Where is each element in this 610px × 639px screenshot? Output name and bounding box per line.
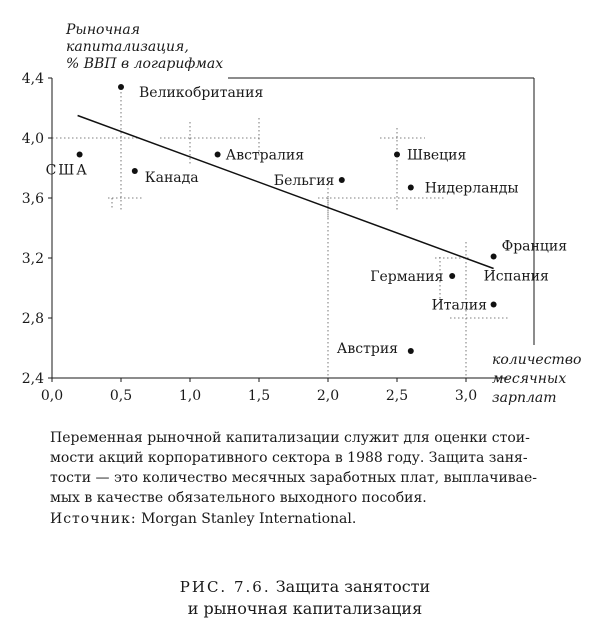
data-point <box>215 152 221 158</box>
point-label: Австрия <box>336 341 399 357</box>
caption-line: мых в качестве обязательного выходного пособия. <box>50 490 427 506</box>
x-tick-label: 2,5 <box>385 388 409 404</box>
y-tick-label: 4,0 <box>21 131 44 147</box>
point-label: Австралия <box>225 147 305 164</box>
data-point <box>77 152 83 158</box>
data-point <box>491 254 497 260</box>
x-tick-label: 2,0 <box>316 388 340 404</box>
x-axis-label-line: количество <box>492 352 582 368</box>
figure-title <box>0 576 610 598</box>
source-label: Источник: <box>50 511 137 527</box>
y-axis-label-line: Рыночная <box>66 22 141 38</box>
data-point <box>132 168 138 174</box>
x-tick-label: 1,0 <box>178 388 202 404</box>
data-point <box>118 84 124 90</box>
y-axis-label-line: % ВВП в логарифмах <box>66 56 224 72</box>
data-point <box>408 185 414 191</box>
point-label: Германия <box>370 269 444 285</box>
x-tick-label: 1,5 <box>247 388 271 404</box>
x-tick-label: 0,5 <box>109 388 133 404</box>
data-points <box>77 84 497 354</box>
figure-number: РИС. 7.6. <box>179 578 271 596</box>
y-tick-label: 2,8 <box>21 311 44 327</box>
data-point <box>408 348 414 354</box>
figure-title-line1: Защита занятости <box>275 577 431 596</box>
point-label: Швеция <box>407 147 467 164</box>
y-tick-label: 4,4 <box>21 71 44 87</box>
figure-caption <box>50 428 570 508</box>
data-point <box>491 302 497 308</box>
y-tick-label: 3,6 <box>21 191 44 207</box>
y-tick-label: 3,2 <box>21 251 44 267</box>
caption-line: мости акций корпоративного сектора в 1988 году. Защита заня- <box>50 450 528 466</box>
data-point <box>394 152 400 158</box>
figure-title-line2: и рыночная капитализация <box>187 599 423 618</box>
point-label: Канада <box>144 170 199 186</box>
point-labels <box>46 85 568 357</box>
x-axis-label-line: месячных <box>492 371 567 387</box>
caption-line: Переменная рыночной капитализации служит для оценки стои- <box>50 430 530 446</box>
data-point <box>449 273 455 279</box>
y-axis-label-line: капитализация, <box>66 39 189 55</box>
point-label: Испания <box>483 268 549 285</box>
point-label: США <box>45 162 89 179</box>
chart-axes <box>52 78 534 378</box>
data-point <box>339 177 345 183</box>
x-axis-label-line: зарплат <box>492 390 557 406</box>
source-value: Morgan Stanley International. <box>141 511 357 527</box>
source-note <box>50 511 356 527</box>
point-label: Франция <box>501 238 568 255</box>
point-label: Италия <box>431 297 487 314</box>
x-tick-label: 0,0 <box>40 388 64 404</box>
point-label: Великобритания <box>139 85 264 101</box>
point-label: Нидерланды <box>424 180 519 197</box>
point-label: Бельгия <box>273 173 335 189</box>
x-tick-label: 3,0 <box>454 388 478 404</box>
caption-line: тости — это количество месячных заработных плат, выплачивае- <box>50 470 538 486</box>
y-tick-label: 2,4 <box>21 371 44 387</box>
y-axis-label <box>66 22 223 73</box>
x-axis-label <box>492 351 581 408</box>
